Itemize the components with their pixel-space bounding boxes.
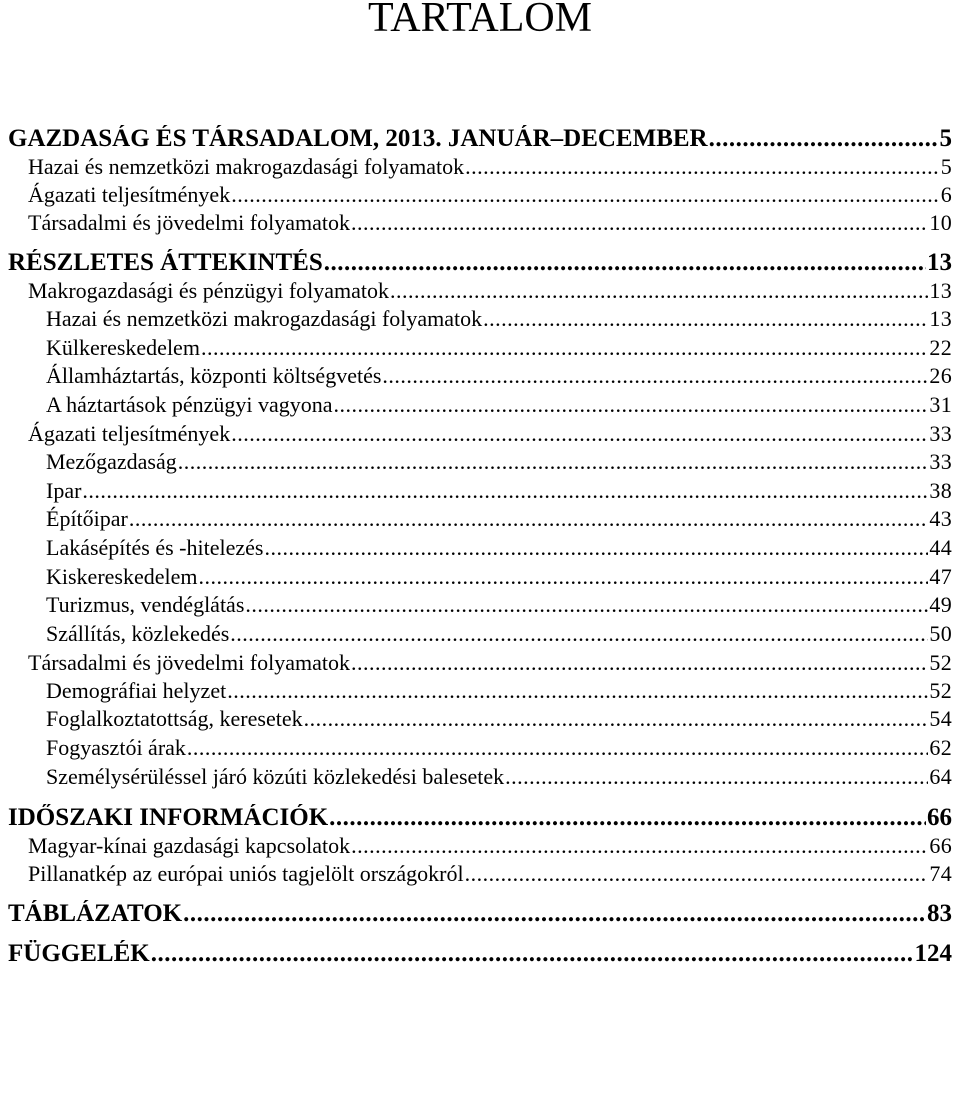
- toc-entry-label: Ágazati teljesítmények: [28, 182, 231, 207]
- toc-page-number: 33: [929, 448, 952, 474]
- toc-entry-label: Építőipar: [46, 506, 128, 532]
- toc-dot-leader: [230, 620, 928, 649]
- toc-dot-leader: [178, 448, 929, 477]
- toc-dot-leader: [227, 677, 928, 706]
- toc-page-number: 124: [914, 939, 952, 967]
- toc-subchapter-entry[interactable]: [8, 334, 952, 363]
- toc-subchapter-entry[interactable]: [8, 505, 952, 534]
- toc-dot-leader: [245, 591, 928, 620]
- toc-dot-leader: [382, 362, 928, 391]
- toc-dot-leader: [351, 832, 928, 860]
- toc-subchapter-entry[interactable]: [8, 734, 952, 763]
- toc-section-entry[interactable]: [8, 940, 952, 968]
- toc-page-number: 64: [929, 763, 952, 789]
- toc-entry-label: GAZDASÁG ÉS TÁRSADALOM, 2013. JANUÁR–DECEMBER: [8, 125, 708, 152]
- toc-entry-label: Társadalmi és jövedelmi folyamatok: [28, 210, 350, 235]
- toc-dot-leader: [324, 249, 926, 277]
- toc-entry-label: Magyar-kínai gazdasági kapcsolatok: [28, 832, 351, 858]
- toc-chapter-entry[interactable]: [8, 649, 952, 677]
- toc-dot-leader: [199, 563, 929, 592]
- toc-page-number: 44: [929, 534, 952, 560]
- toc-entry-label: Államháztartás, központi költségvetés: [46, 363, 382, 389]
- toc-entry-label: Szállítás, közlekedés: [46, 621, 230, 647]
- toc-subchapter-entry[interactable]: [8, 362, 952, 391]
- toc-chapter-entry[interactable]: [8, 209, 952, 237]
- toc-dot-leader: [329, 804, 926, 832]
- toc-entry-label: FÜGGELÉK: [8, 939, 150, 967]
- toc-dot-leader: [151, 940, 914, 968]
- toc-page-number: 10: [929, 210, 952, 235]
- toc-page-number: 54: [929, 706, 952, 732]
- toc-page-number: 26: [929, 363, 952, 389]
- toc-page-number: 22: [929, 334, 952, 360]
- toc-page-number: 47: [929, 563, 952, 589]
- toc-chapter-entry[interactable]: [8, 277, 952, 305]
- page-title: TARTALOM: [367, 0, 593, 41]
- toc-subchapter-entry[interactable]: [8, 477, 952, 506]
- toc-entry-label: Pillanatkép az európai uniós tagjelölt országokról: [28, 860, 464, 886]
- toc-page-number: 13: [929, 278, 952, 303]
- toc-dot-leader: [304, 705, 929, 734]
- toc-dot-leader: [465, 860, 929, 888]
- toc-entry-label: Turizmus, vendéglátás: [46, 592, 245, 618]
- toc-entry-label: Személysérüléssel járó közúti közlekedési balesetek: [46, 763, 505, 789]
- toc-entry-label: A háztartások pénzügyi vagyona: [46, 392, 333, 418]
- toc-dot-leader: [390, 277, 928, 305]
- toc-entry-label: Külkereskedelem: [46, 334, 200, 360]
- toc-dot-leader: [187, 734, 928, 763]
- toc-chapter-entry[interactable]: [8, 181, 952, 209]
- toc-section-entry[interactable]: [8, 249, 952, 277]
- toc-dot-leader: [183, 900, 926, 928]
- toc-entry-label: Foglalkoztatottság, keresetek: [46, 706, 303, 732]
- toc-section-entry[interactable]: [8, 804, 952, 832]
- toc-dot-leader: [351, 209, 928, 237]
- toc-subchapter-entry[interactable]: [8, 391, 952, 420]
- toc-page-number: 13: [927, 249, 952, 276]
- toc-dot-leader: [483, 305, 928, 334]
- toc-dot-leader: [231, 420, 928, 448]
- toc-page-number: 52: [929, 649, 952, 675]
- toc-entry-label: Fogyasztói árak: [46, 735, 186, 761]
- toc-entry-label: RÉSZLETES ÁTTEKINTÉS: [8, 249, 323, 276]
- toc-entry-label: Makrogazdasági és pénzügyi folyamatok: [28, 278, 390, 303]
- toc-entry-label: Hazai és nemzetközi makrogazdasági folyamatok: [28, 154, 465, 179]
- toc-entry-label: Ipar: [46, 477, 82, 503]
- toc-dot-leader: [351, 649, 928, 677]
- toc-subchapter-entry[interactable]: [8, 620, 952, 649]
- toc-dot-leader: [465, 153, 940, 181]
- toc-chapter-entry[interactable]: [8, 832, 952, 860]
- toc-subchapter-entry[interactable]: [8, 448, 952, 477]
- toc-page-number: 50: [929, 621, 952, 647]
- toc-chapter-entry[interactable]: [8, 860, 952, 888]
- toc-dot-leader: [201, 334, 928, 363]
- toc-page-number: 5: [940, 154, 952, 179]
- toc-page-number: 33: [929, 420, 952, 446]
- toc-page-number: 31: [929, 392, 952, 418]
- toc-entry-label: Kiskereskedelem: [46, 563, 198, 589]
- toc-page-number: 83: [927, 899, 952, 927]
- toc-page-number: 5: [939, 125, 952, 152]
- toc-subchapter-entry[interactable]: [8, 305, 952, 334]
- toc-page-number: 43: [929, 506, 952, 532]
- toc-dot-leader: [82, 477, 928, 506]
- toc-section-entry[interactable]: [8, 125, 952, 153]
- toc-subchapter-entry[interactable]: [8, 677, 952, 706]
- table-of-contents: [8, 125, 952, 968]
- toc-page-number: 49: [929, 592, 952, 618]
- toc-page-number: 13: [929, 306, 952, 331]
- toc-entry-label: TÁBLÁZATOK: [8, 899, 183, 927]
- toc-entry-label: IDŐSZAKI INFORMÁCIÓK: [8, 803, 329, 831]
- toc-dot-leader: [709, 125, 939, 153]
- toc-dot-leader: [231, 181, 939, 209]
- toc-entry-label: Társadalmi és jövedelmi folyamatok: [28, 649, 350, 675]
- toc-subchapter-entry[interactable]: [8, 705, 952, 734]
- toc-entry-label: Ágazati teljesítmények: [28, 420, 231, 446]
- toc-dot-leader: [129, 505, 929, 534]
- toc-page-number: 66: [927, 803, 952, 831]
- toc-page-number: 6: [940, 182, 952, 207]
- toc-page-number: 38: [929, 477, 952, 503]
- toc-page-number: 66: [929, 832, 952, 858]
- toc-entry-label: Demográfiai helyzet: [46, 677, 227, 703]
- toc-dot-leader: [505, 763, 928, 792]
- toc-subchapter-entry[interactable]: [8, 563, 952, 592]
- toc-entry-label: Lakásépítés és -hitelezés: [46, 534, 264, 560]
- toc-dot-leader: [264, 534, 928, 563]
- toc-chapter-entry[interactable]: [8, 153, 952, 181]
- toc-subchapter-entry[interactable]: [8, 763, 952, 792]
- toc-chapter-entry[interactable]: [8, 420, 952, 448]
- toc-subchapter-entry[interactable]: [8, 591, 952, 620]
- toc-dot-leader: [334, 391, 929, 420]
- toc-entry-label: Mezőgazdaság: [46, 448, 177, 474]
- toc-subchapter-entry[interactable]: [8, 534, 952, 563]
- toc-page-number: 62: [929, 735, 952, 761]
- toc-page-number: 52: [929, 677, 952, 703]
- toc-page-number: 74: [929, 860, 952, 886]
- toc-section-entry[interactable]: [8, 900, 952, 928]
- toc-entry-label: Hazai és nemzetközi makrogazdasági folyamatok: [46, 306, 483, 331]
